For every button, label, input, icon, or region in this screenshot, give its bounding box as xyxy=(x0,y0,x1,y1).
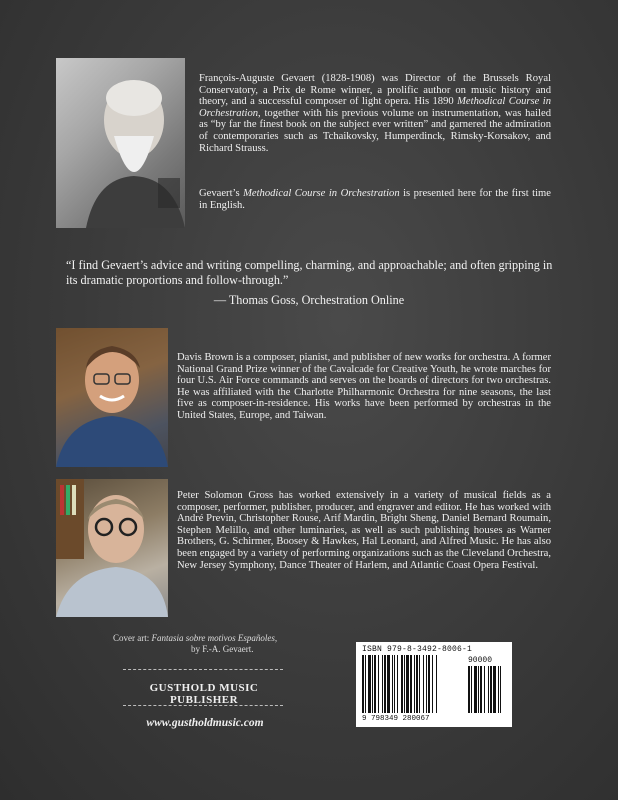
gevaert-name: François-Auguste Gevaert xyxy=(199,73,315,84)
brown-name: Davis Brown xyxy=(177,352,234,363)
publisher-name: GUSTHOLD MUSIC PUBLISHER xyxy=(149,682,259,706)
gross-photo xyxy=(56,479,168,617)
price-code: 90000 xyxy=(468,656,493,665)
barcode-number: 9 798349 280067 xyxy=(362,715,430,723)
gross-name: Peter Solomon Gross xyxy=(177,490,274,501)
gevaert-bio-note: Gevaert’s Methodical Course in Orchestration is presented here for the first time in English. xyxy=(199,188,551,211)
brown-bio: Davis Brown is a composer, pianist, and publisher of new works for orchestra. A former National Grand Prize winner of the Cavalcade for Creative Youth, he wrote marches for four U.S. Air Force commands and serves on the boards of directors for two orchestras. He was affiliated with the Charlotte Philharmonic Orchestra for nine seasons, the last five as composer-in-residence. His works have been performed by orchestras in the United States, Europe, and Taiwan. xyxy=(177,352,551,421)
brown-photo xyxy=(56,328,168,467)
divider xyxy=(123,669,283,670)
review-quote: “I find Gevaert’s advice and writing compelling, charming, and approachable; and often gripping in its dramatic proportions and follow-through.” xyxy=(66,258,553,287)
gevaert-bio: François-Auguste Gevaert (1828-1908) was Director of the Brussels Royal Conservatory, a Prix de Rome winner, a prolific author on music history and theory, and a successful composer of light opera. His 1890 Methodical Course in Orchestration, together with his previous volume on instrumentation, was hailed as “by far the finest book on the subject ever written” and garnered the admiration of contemporaries such as Tchaikovsky, Humperdinck, Rimsky-Korsakov, and Richard Strauss. xyxy=(199,73,552,154)
quote-attribution: — Thomas Goss, Orchestration Online xyxy=(213,293,405,307)
isbn-text: ISBN 979-8-3492-8006-1 xyxy=(362,645,473,654)
divider xyxy=(123,705,283,706)
publisher-website: www.gustholdmusic.com xyxy=(146,717,264,729)
isbn-barcode xyxy=(356,642,512,727)
gevaert-portrait xyxy=(56,58,185,228)
gross-bio: Peter Solomon Gross has worked extensively in a variety of musical fields as a composer, performer, publisher, producer, and engraver and editor. He has worked with André Previn, Christopher Rouse, Arif Mardin, Bright Sheng, Daniel Bernard Roumain, Stephen Melillo, and other luminaries, as well as such publishing houses as Warner Brothers, G. Schirmer, Boosey & Hawkes, Hal Leonard, and Alfred Music. He has also been engaged by a variety of performing organizations such as the Cleveland Orchestra, New Jersey Symphony, Dance Theater of Harlem, and Atlantic Coast Opera Festival. xyxy=(177,490,551,571)
cover-art-credit: Cover art: Fantasia sobre motivos Españoles, by F.-A. Gevaert. xyxy=(113,633,278,654)
